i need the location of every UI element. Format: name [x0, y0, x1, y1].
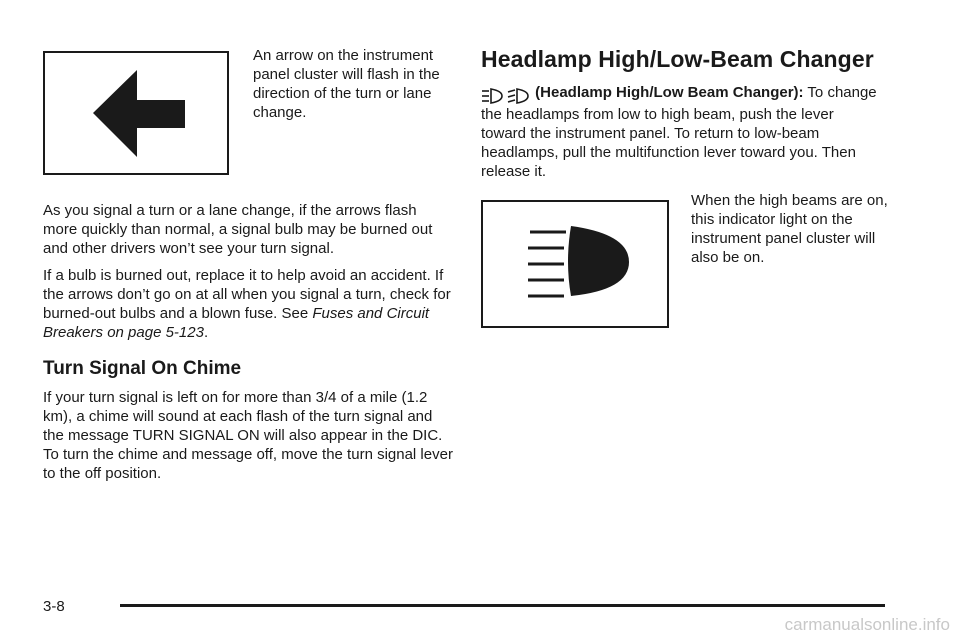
watermark: carmanualsonline.info	[784, 615, 950, 634]
bulb-text: If a bulb is burned out, replace it to help avoid an accident. If the arrows don’t go on at all when you signal a turn, check for burned-out bulbs and a blown fuse. See	[43, 267, 451, 322]
low-beam-icon	[507, 88, 529, 104]
footer-rule	[120, 604, 885, 607]
left-column	[43, 46, 453, 491]
high-beam-caption: When the high beams are on, this indicator light on the instrument panel cluster will also be on.	[691, 192, 888, 266]
high-beam-small-icon	[481, 88, 503, 104]
fuses-reference-link[interactable]: Fuses and Circuit Breakers on page 5-123	[43, 305, 430, 341]
right-column	[481, 46, 888, 331]
beam-changer-label: (Headlamp High/Low Beam Changer):	[535, 84, 804, 101]
bulb-paragraph	[43, 266, 453, 342]
arrow-caption: An arrow on the instrument panel cluster will flash in the direction of the turn or lane change.	[253, 47, 440, 121]
signal-paragraph: As you signal a turn or a lane change, if the arrows flash more quickly than normal, a signal bulb may be burned out and other drivers won’t see your turn signal.	[43, 202, 433, 257]
high-beam-icon	[483, 202, 667, 326]
turn-signal-figure	[43, 51, 229, 175]
high-beam-block	[481, 191, 888, 331]
page-number: 3-8	[43, 598, 65, 615]
beam-changer-text: To change the headlamps from low to high beam, push the lever toward the instrument panel. To return to low-beam headlamps, pull the multifunction lever toward you. Then release it.	[481, 84, 877, 180]
chime-heading: Turn Signal On Chime	[43, 358, 242, 379]
beam-changer-paragraph	[481, 83, 881, 181]
bulb-text-end: .	[203, 324, 209, 341]
high-beam-figure	[481, 200, 669, 328]
beam-symbols	[481, 86, 529, 105]
chime-paragraph: If your turn signal is left on for more than 3/4 of a mile (1.2 km), a chime will sound at each flash of the turn signal and the message TURN SIGNAL ON will also appear in the DIC. To turn the chime and message off, move the turn signal lever to the off position.	[43, 389, 453, 482]
left-arrow-icon	[45, 53, 227, 173]
headlamp-heading: Headlamp High/Low-Beam Changer	[481, 46, 874, 72]
